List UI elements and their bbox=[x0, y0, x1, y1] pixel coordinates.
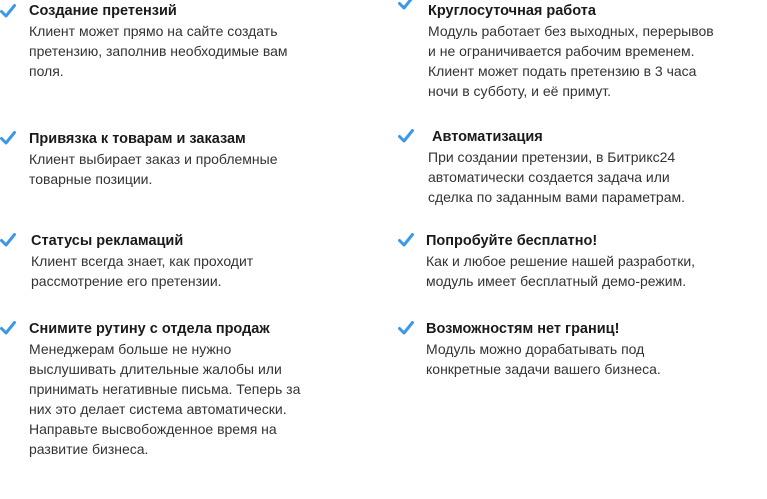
feature-title: Попробуйте бесплатно! bbox=[426, 233, 598, 249]
feature-description: Модуль можно дорабатывать под конкретные задачи вашего бизнеса. bbox=[426, 341, 661, 377]
feature-title: Автоматизация bbox=[432, 129, 543, 145]
checkmark-icon bbox=[0, 4, 16, 18]
feature-title: Создание претензий bbox=[29, 3, 177, 19]
checkmark-icon bbox=[0, 131, 16, 145]
checkmark-icon bbox=[398, 233, 414, 247]
feature-description: Клиент может прямо на сайте создать претензию, заполнив необходимые вам поля. bbox=[29, 23, 288, 79]
feature-description: Клиент всегда знает, как проходит рассмотрение его претензии. bbox=[31, 253, 254, 289]
checkmark-icon bbox=[398, 0, 414, 10]
feature-description: Менеджерам больше не нужно выслушивать длительные жалобы или принимать негативные письма. Теперь за них это делает система автоматически. Направьте высвобожденное время на развитие бизнеса. bbox=[29, 341, 301, 457]
checkmark-icon bbox=[398, 321, 414, 335]
feature-title: Привязка к товарам и заказам bbox=[29, 131, 246, 147]
checkmark-icon bbox=[0, 321, 16, 335]
feature-description: При создании претензии, в Битрикс24 автоматически создается задача или сделка по заданным вами параметрам. bbox=[428, 149, 686, 205]
feature-title: Круглосуточная работа bbox=[428, 3, 596, 19]
feature-description: Клиент выбирает заказ и проблемные товарные позиции. bbox=[29, 151, 278, 187]
feature-title: Статусы рекламаций bbox=[31, 233, 184, 249]
checkmark-icon bbox=[398, 129, 414, 143]
checkmark-icon bbox=[0, 233, 16, 247]
feature-description: Как и любое решение нашей разработки, модуль имеет бесплатный демо-режим. bbox=[426, 253, 696, 289]
feature-title: Снимите рутину с отдела продаж bbox=[29, 321, 270, 337]
feature-title: Возможностям нет границ! bbox=[426, 321, 620, 337]
feature-description: Модуль работает без выходных, перерывов и не ограничивается рабочим временем. Клиент может подать претензию в 3 часа ночи в субботу, и её примут. bbox=[428, 23, 714, 99]
